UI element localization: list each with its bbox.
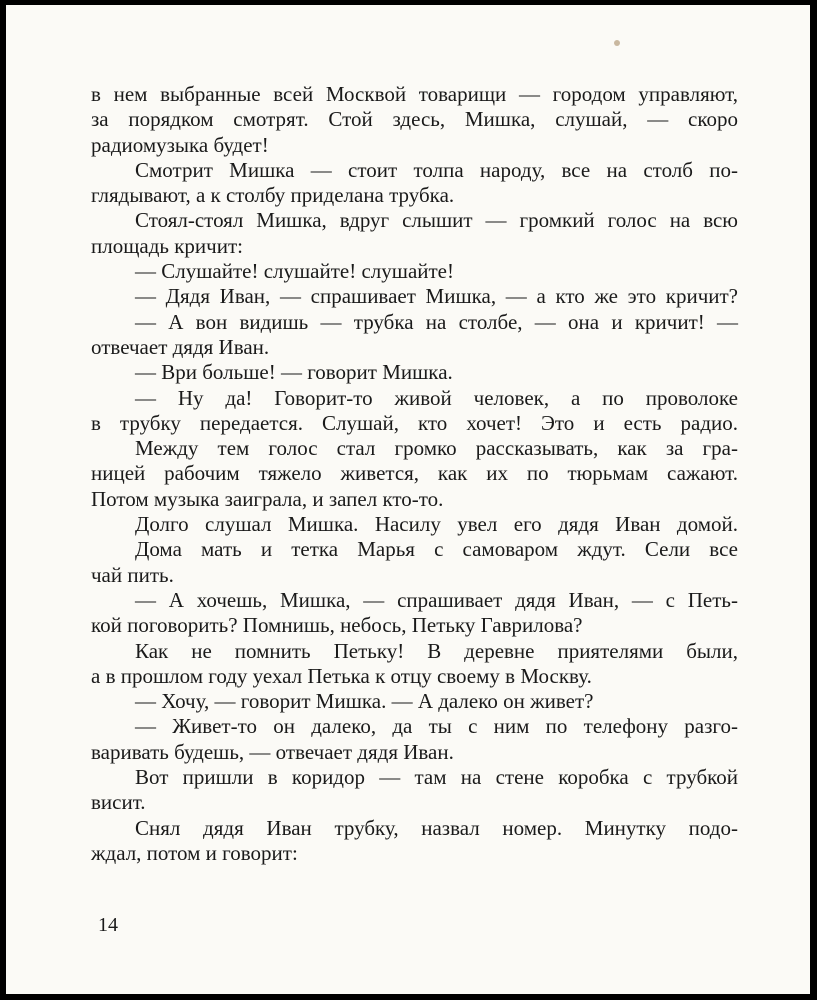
text-line: Потом музыка заиграла, и запел кто-то. — [91, 486, 444, 511]
text-line: Смотрит Мишка — стоит толпа народу, все на столб по- — [135, 157, 738, 182]
text-line: кой поговорить? Помнишь, небось, Петьку Гаврилова? — [91, 613, 583, 638]
text-line: Снял дядя Иван трубку, назвал номер. Минутку подо- — [135, 815, 738, 840]
text-line: в трубку передается. Слушай, кто хочет! Это и есть радио. — [91, 410, 738, 435]
text-line: площадь кричит: — [91, 233, 243, 258]
text-line: — Дядя Иван, — спрашивает Мишка, — а кто же это кричит? — [135, 284, 738, 309]
text-line: — Слушайте! слушайте! слушайте! — [135, 259, 454, 284]
page-text — [91, 82, 738, 866]
book-page — [6, 5, 810, 994]
text-line: варивать будешь, — отвечает дядя Иван. — [91, 739, 454, 764]
text-line: радиомузыка будет! — [91, 132, 269, 157]
text-line: — А вон видишь — трубка на столбе, — она и кричит! — — [135, 309, 738, 334]
text-line: в нем выбранные всей Москвой товарищи — городом управляют, — [91, 82, 738, 106]
text-line: глядывают, а к столбу приделана трубка. — [91, 183, 455, 208]
text-line: чай пить. — [91, 562, 174, 587]
text-line: Между тем голос стал громко рассказывать, как за гра- — [135, 436, 738, 461]
text-line: ницей рабочим тяжело живется, как их по тюрьмам сажают. — [91, 461, 738, 486]
text-line: ждал, потом и говорит: — [91, 840, 298, 865]
text-line: — Ври больше! — говорит Мишка. — [135, 360, 453, 385]
text-line: Вот пришли в коридор — там на стене коробка с трубкой — [135, 765, 738, 790]
paper-spot — [614, 40, 620, 46]
text-line: — А хочешь, Мишка, — спрашивает дядя Иван, — с Петь- — [135, 587, 738, 612]
text-line: отвечает дядя Иван. — [91, 334, 270, 359]
text-line: Как не помнить Петьку! В деревне приятелями были, — [135, 638, 738, 663]
text-line: Дома мать и тетка Марья с самоваром ждут. Сели все — [135, 537, 738, 562]
text-line: висит. — [91, 790, 146, 815]
text-line: Стоял-стоял Мишка, вдруг слышит — громкий голос на всю — [135, 208, 738, 233]
text-line: — Хочу, — говорит Мишка. — А далеко он живет? — [135, 689, 594, 714]
text-line: за порядком смотрят. Стой здесь, Мишка, слушай, — скоро — [91, 107, 738, 132]
page-number: 14 — [98, 914, 118, 936]
text-line: — Живет-то он далеко, да ты с ним по телефону разго- — [135, 714, 738, 739]
text-line: а в прошлом году уехал Петька к отцу своему в Москву. — [91, 663, 592, 688]
text-line: Долго слушал Мишка. Насилу увел его дядя Иван домой. — [135, 512, 738, 537]
text-line: — Ну да! Говорит-то живой человек, а по проволоке — [135, 385, 738, 410]
